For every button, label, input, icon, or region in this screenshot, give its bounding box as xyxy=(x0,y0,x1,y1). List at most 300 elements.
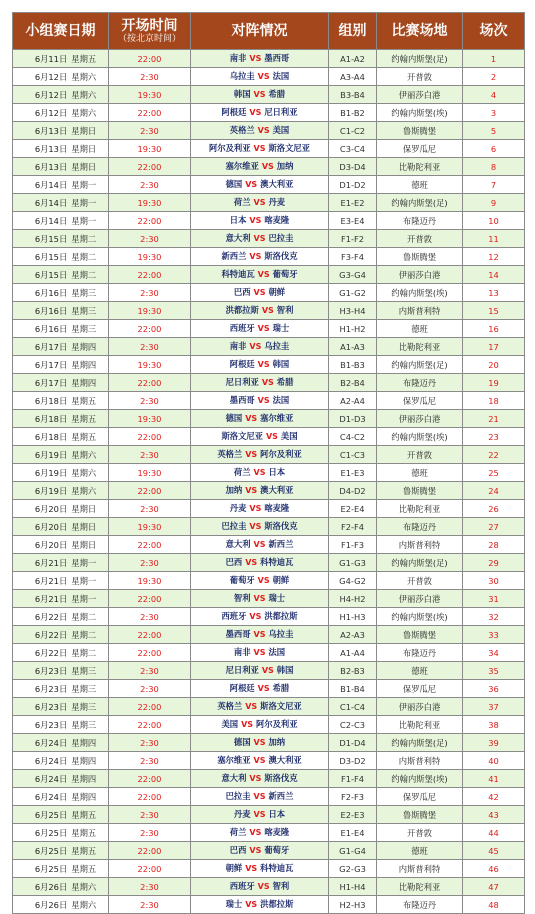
vs-label: VS xyxy=(257,324,270,333)
cell-time: 2:30 xyxy=(109,878,191,896)
date-text: 6月13日 xyxy=(34,143,68,154)
cell-num: 21 xyxy=(463,410,525,428)
table-row xyxy=(13,752,525,770)
weekday-text: 星期三 xyxy=(71,719,97,730)
cell-num: 41 xyxy=(463,770,525,788)
date-text: 6月18日 xyxy=(34,413,68,424)
vs-label: VS xyxy=(257,684,270,693)
home-team: 新西兰 xyxy=(221,251,247,261)
date-text: 6月22日 xyxy=(34,629,68,640)
cell-group: G4-G2 xyxy=(329,572,377,590)
table-row xyxy=(13,284,525,302)
cell-date xyxy=(13,356,109,374)
away-team: 尼日利亚 xyxy=(264,107,298,117)
cell-num: 40 xyxy=(463,752,525,770)
weekday-text: 星期三 xyxy=(71,323,97,334)
weekday-text: 星期三 xyxy=(71,287,97,298)
home-team: 英格兰 xyxy=(229,125,255,135)
home-team: 尼日利亚 xyxy=(225,665,259,675)
home-team: 荷兰 xyxy=(233,197,251,207)
weekday-text: 星期日 xyxy=(71,125,97,136)
home-team: 朝鲜 xyxy=(225,863,243,873)
cell-venue: 布隆迈丹 xyxy=(377,374,463,392)
away-team: 喀麦隆 xyxy=(264,215,290,225)
vs-label: VS xyxy=(249,342,262,351)
vs-label: VS xyxy=(257,270,270,279)
home-team: 斯洛文尼亚 xyxy=(221,431,263,441)
cell-match xyxy=(191,698,329,716)
cell-venue: 伊丽莎白港 xyxy=(377,86,463,104)
cell-time: 2:30 xyxy=(109,230,191,248)
away-team: 韩国 xyxy=(276,665,294,675)
date-text: 6月18日 xyxy=(34,395,68,406)
table-row xyxy=(13,140,525,158)
cell-date xyxy=(13,896,109,914)
cell-num: 43 xyxy=(463,806,525,824)
cell-num: 14 xyxy=(463,266,525,284)
cell-match xyxy=(191,896,329,914)
away-team: 希腊 xyxy=(268,89,286,99)
cell-num: 38 xyxy=(463,716,525,734)
weekday-text: 星期二 xyxy=(71,647,97,658)
cell-time: 19:30 xyxy=(109,86,191,104)
cell-group: B1-B3 xyxy=(329,356,377,374)
cell-match xyxy=(191,194,329,212)
home-team: 丹麦 xyxy=(233,809,251,819)
cell-group: C4-C2 xyxy=(329,428,377,446)
table-row xyxy=(13,698,525,716)
cell-match xyxy=(191,392,329,410)
cell-time: 2:30 xyxy=(109,680,191,698)
cell-time: 2:30 xyxy=(109,806,191,824)
cell-match xyxy=(191,176,329,194)
cell-time: 2:30 xyxy=(109,284,191,302)
cell-match xyxy=(191,410,329,428)
date-text: 6月26日 xyxy=(34,881,68,892)
date-text: 6月20日 xyxy=(34,503,68,514)
cell-date xyxy=(13,194,109,212)
cell-date xyxy=(13,680,109,698)
cell-group: H1-H2 xyxy=(329,320,377,338)
vs-label: VS xyxy=(245,486,258,495)
weekday-text: 星期一 xyxy=(71,557,97,568)
cell-date xyxy=(13,446,109,464)
date-text: 6月17日 xyxy=(34,359,68,370)
cell-date xyxy=(13,500,109,518)
away-team: 韩国 xyxy=(272,359,290,369)
cell-time: 22:00 xyxy=(109,428,191,446)
cell-date xyxy=(13,860,109,878)
table-row xyxy=(13,68,525,86)
date-text: 6月21日 xyxy=(34,557,68,568)
date-text: 6月17日 xyxy=(34,377,68,388)
table-row xyxy=(13,374,525,392)
home-team: 科特迪瓦 xyxy=(221,269,255,279)
cell-venue: 鲁斯腾堡 xyxy=(377,806,463,824)
cell-match xyxy=(191,734,329,752)
cell-group: F1-F3 xyxy=(329,536,377,554)
cell-num: 42 xyxy=(463,788,525,806)
vs-label: VS xyxy=(257,126,270,135)
table-row xyxy=(13,770,525,788)
cell-venue: 德班 xyxy=(377,176,463,194)
vs-label: VS xyxy=(253,144,266,153)
table-row xyxy=(13,716,525,734)
cell-group: F1-F4 xyxy=(329,770,377,788)
date-text: 6月24日 xyxy=(34,755,68,766)
cell-time: 22:00 xyxy=(109,158,191,176)
table-row xyxy=(13,896,525,914)
table-row xyxy=(13,104,525,122)
weekday-text: 星期五 xyxy=(71,845,97,856)
table-row xyxy=(13,320,525,338)
cell-time: 22:00 xyxy=(109,50,191,68)
home-team: 葡萄牙 xyxy=(229,575,255,585)
cell-group: F2-F3 xyxy=(329,788,377,806)
home-team: 塞尔维亚 xyxy=(225,161,259,171)
header-time-sub: （按北京时间） xyxy=(117,33,181,44)
home-team: 南非 xyxy=(229,341,247,351)
cell-date xyxy=(13,104,109,122)
cell-num: 11 xyxy=(463,230,525,248)
cell-num: 39 xyxy=(463,734,525,752)
away-team: 喀麦隆 xyxy=(264,827,290,837)
cell-num: 35 xyxy=(463,662,525,680)
vs-label: VS xyxy=(261,378,274,387)
cell-date xyxy=(13,536,109,554)
cell-group: E1-E3 xyxy=(329,464,377,482)
cell-group: F3-F4 xyxy=(329,248,377,266)
cell-match xyxy=(191,356,329,374)
cell-time: 22:00 xyxy=(109,698,191,716)
away-team: 阿尔及利亚 xyxy=(260,449,302,459)
cell-match xyxy=(191,518,329,536)
cell-time: 22:00 xyxy=(109,788,191,806)
weekday-text: 星期二 xyxy=(71,251,97,262)
table-row xyxy=(13,410,525,428)
cell-date xyxy=(13,158,109,176)
date-text: 6月14日 xyxy=(34,197,68,208)
date-text: 6月22日 xyxy=(34,611,68,622)
table-row xyxy=(13,734,525,752)
date-text: 6月23日 xyxy=(34,683,68,694)
cell-num: 22 xyxy=(463,446,525,464)
header-row xyxy=(13,13,525,50)
cell-num: 5 xyxy=(463,122,525,140)
cell-venue: 德班 xyxy=(377,320,463,338)
cell-venue: 鲁斯腾堡 xyxy=(377,482,463,500)
cell-num: 29 xyxy=(463,554,525,572)
cell-num: 8 xyxy=(463,158,525,176)
away-team: 加纳 xyxy=(276,161,294,171)
home-team: 英格兰 xyxy=(217,449,243,459)
date-text: 6月24日 xyxy=(34,773,68,784)
date-text: 6月21日 xyxy=(34,575,68,586)
home-team: 日本 xyxy=(229,215,247,225)
cell-venue: 布隆迈丹 xyxy=(377,212,463,230)
home-team: 英格兰 xyxy=(217,701,243,711)
cell-group: A2-A4 xyxy=(329,392,377,410)
date-text: 6月24日 xyxy=(34,737,68,748)
cell-venue: 约翰内斯堡(足) xyxy=(377,356,463,374)
table-row xyxy=(13,176,525,194)
cell-date xyxy=(13,212,109,230)
cell-num: 2 xyxy=(463,68,525,86)
table-row xyxy=(13,482,525,500)
weekday-text: 星期五 xyxy=(71,395,97,406)
cell-venue: 保罗瓜尼 xyxy=(377,140,463,158)
cell-num: 24 xyxy=(463,482,525,500)
weekday-text: 星期三 xyxy=(71,305,97,316)
weekday-text: 星期四 xyxy=(71,773,97,784)
cell-num: 46 xyxy=(463,860,525,878)
cell-time: 22:00 xyxy=(109,590,191,608)
cell-group: D1-D2 xyxy=(329,176,377,194)
cell-group: C1-C4 xyxy=(329,698,377,716)
cell-date xyxy=(13,788,109,806)
cell-group: B2-B4 xyxy=(329,374,377,392)
vs-label: VS xyxy=(249,846,262,855)
cell-date xyxy=(13,266,109,284)
table-row xyxy=(13,212,525,230)
cell-match xyxy=(191,374,329,392)
weekday-text: 星期日 xyxy=(71,503,97,514)
vs-label: VS xyxy=(257,360,270,369)
cell-match xyxy=(191,770,329,788)
cell-num: 48 xyxy=(463,896,525,914)
weekday-text: 星期一 xyxy=(71,179,97,190)
cell-venue: 约翰内斯堡(埃) xyxy=(377,284,463,302)
date-text: 6月12日 xyxy=(34,107,68,118)
cell-group: G1-G4 xyxy=(329,842,377,860)
cell-date xyxy=(13,878,109,896)
cell-time: 19:30 xyxy=(109,410,191,428)
table-row xyxy=(13,842,525,860)
cell-date xyxy=(13,608,109,626)
away-team: 澳大利亚 xyxy=(260,485,294,495)
date-text: 6月19日 xyxy=(34,467,68,478)
date-text: 6月13日 xyxy=(34,161,68,172)
cell-date xyxy=(13,716,109,734)
cell-match xyxy=(191,662,329,680)
away-team: 斯洛文尼亚 xyxy=(268,143,310,153)
home-team: 尼日利亚 xyxy=(225,377,259,387)
date-text: 6月12日 xyxy=(34,71,68,82)
header-time-label: 开场时间 xyxy=(121,17,178,34)
away-team: 智利 xyxy=(272,881,290,891)
cell-num: 20 xyxy=(463,356,525,374)
cell-time: 22:00 xyxy=(109,374,191,392)
home-team: 瑞士 xyxy=(225,899,243,909)
weekday-text: 星期五 xyxy=(71,431,97,442)
home-team: 巴西 xyxy=(229,845,247,855)
cell-match xyxy=(191,842,329,860)
cell-group: E2-E3 xyxy=(329,806,377,824)
cell-num: 4 xyxy=(463,86,525,104)
away-team: 日本 xyxy=(268,809,286,819)
cell-match xyxy=(191,860,329,878)
cell-match xyxy=(191,248,329,266)
cell-venue: 比勒陀利亚 xyxy=(377,338,463,356)
date-text: 6月17日 xyxy=(34,341,68,352)
cell-time: 22:00 xyxy=(109,716,191,734)
away-team: 墨西哥 xyxy=(264,53,290,63)
table-row xyxy=(13,392,525,410)
cell-group: D3-D2 xyxy=(329,752,377,770)
cell-match xyxy=(191,122,329,140)
vs-label: VS xyxy=(249,504,262,513)
cell-venue: 开普敦 xyxy=(377,446,463,464)
cell-group: C2-C3 xyxy=(329,716,377,734)
vs-label: VS xyxy=(261,306,274,315)
table-row xyxy=(13,248,525,266)
vs-label: VS xyxy=(249,252,262,261)
cell-num: 23 xyxy=(463,428,525,446)
vs-label: VS xyxy=(253,594,266,603)
header-date: 小组赛日期 xyxy=(13,13,109,50)
cell-venue: 伊丽莎白港 xyxy=(377,410,463,428)
vs-label: VS xyxy=(253,90,266,99)
cell-group: D3-D4 xyxy=(329,158,377,176)
cell-date xyxy=(13,140,109,158)
table-row xyxy=(13,554,525,572)
away-team: 澳大利亚 xyxy=(260,179,294,189)
cell-group: H2-H3 xyxy=(329,896,377,914)
cell-time: 2:30 xyxy=(109,392,191,410)
date-text: 6月15日 xyxy=(34,233,68,244)
table-row xyxy=(13,644,525,662)
table-row xyxy=(13,338,525,356)
cell-match xyxy=(191,554,329,572)
cell-match xyxy=(191,878,329,896)
cell-time: 2:30 xyxy=(109,734,191,752)
cell-group: H3-H4 xyxy=(329,302,377,320)
home-team: 巴拉圭 xyxy=(225,791,251,801)
cell-date xyxy=(13,842,109,860)
cell-time: 22:00 xyxy=(109,320,191,338)
cell-group: E3-E4 xyxy=(329,212,377,230)
cell-date xyxy=(13,698,109,716)
home-team: 西班牙 xyxy=(229,881,255,891)
date-text: 6月14日 xyxy=(34,215,68,226)
weekday-text: 星期五 xyxy=(71,413,97,424)
date-text: 6月11日 xyxy=(34,53,68,64)
away-team: 乌拉圭 xyxy=(264,341,290,351)
vs-label: VS xyxy=(245,900,258,909)
date-text: 6月14日 xyxy=(34,179,68,190)
cell-group: E1-E2 xyxy=(329,194,377,212)
cell-time: 22:00 xyxy=(109,626,191,644)
header-group: 组别 xyxy=(329,13,377,50)
cell-group: G1-G3 xyxy=(329,554,377,572)
cell-match xyxy=(191,752,329,770)
cell-date xyxy=(13,122,109,140)
home-team: 南非 xyxy=(233,647,251,657)
cell-date xyxy=(13,554,109,572)
cell-date xyxy=(13,644,109,662)
home-team: 德国 xyxy=(225,179,243,189)
home-team: 乌拉圭 xyxy=(229,71,255,81)
vs-label: VS xyxy=(253,198,266,207)
vs-label: VS xyxy=(249,108,262,117)
weekday-text: 星期日 xyxy=(71,539,97,550)
cell-match xyxy=(191,86,329,104)
cell-date xyxy=(13,806,109,824)
away-team: 丹麦 xyxy=(268,197,286,207)
cell-time: 22:00 xyxy=(109,842,191,860)
cell-match xyxy=(191,302,329,320)
vs-label: VS xyxy=(249,828,262,837)
table-row xyxy=(13,590,525,608)
away-team: 法国 xyxy=(268,647,286,657)
table-row xyxy=(13,428,525,446)
date-text: 6月16日 xyxy=(34,305,68,316)
away-team: 朝鲜 xyxy=(272,575,290,585)
cell-match xyxy=(191,788,329,806)
weekday-text: 星期四 xyxy=(71,755,97,766)
vs-label: VS xyxy=(249,774,262,783)
away-team: 葡萄牙 xyxy=(264,845,290,855)
cell-venue: 约翰内斯堡(足) xyxy=(377,194,463,212)
date-text: 6月19日 xyxy=(34,449,68,460)
cell-date xyxy=(13,176,109,194)
weekday-text: 星期日 xyxy=(71,521,97,532)
vs-label: VS xyxy=(245,180,258,189)
home-team: 塞尔维亚 xyxy=(217,755,251,765)
cell-group: A1-A3 xyxy=(329,338,377,356)
cell-time: 2:30 xyxy=(109,500,191,518)
weekday-text: 星期五 xyxy=(71,809,97,820)
weekday-text: 星期五 xyxy=(71,827,97,838)
cell-num: 27 xyxy=(463,518,525,536)
cell-match xyxy=(191,680,329,698)
home-team: 加纳 xyxy=(225,485,243,495)
cell-venue: 约翰内斯堡(足) xyxy=(377,554,463,572)
vs-label: VS xyxy=(249,54,262,63)
cell-match xyxy=(191,266,329,284)
table-row xyxy=(13,788,525,806)
date-text: 6月23日 xyxy=(34,719,68,730)
vs-label: VS xyxy=(249,216,262,225)
cell-date xyxy=(13,338,109,356)
weekday-text: 星期四 xyxy=(71,791,97,802)
weekday-text: 星期二 xyxy=(71,269,97,280)
vs-label: VS xyxy=(253,234,266,243)
vs-label: VS xyxy=(253,288,266,297)
date-text: 6月22日 xyxy=(34,647,68,658)
cell-venue: 约翰内斯堡(埃) xyxy=(377,104,463,122)
table-row xyxy=(13,860,525,878)
away-team: 葡萄牙 xyxy=(272,269,298,279)
weekday-text: 星期一 xyxy=(71,215,97,226)
home-team: 巴拉圭 xyxy=(221,521,247,531)
weekday-text: 星期四 xyxy=(71,341,97,352)
cell-date xyxy=(13,50,109,68)
table-row xyxy=(13,500,525,518)
away-team: 希腊 xyxy=(276,377,294,387)
cell-time: 22:00 xyxy=(109,536,191,554)
cell-venue: 比勒陀利亚 xyxy=(377,716,463,734)
vs-label: VS xyxy=(241,720,254,729)
vs-label: VS xyxy=(253,648,266,657)
cell-num: 26 xyxy=(463,500,525,518)
cell-time: 2:30 xyxy=(109,824,191,842)
cell-match xyxy=(191,464,329,482)
header-match: 对阵情况 xyxy=(191,13,329,50)
cell-match xyxy=(191,284,329,302)
weekday-text: 星期六 xyxy=(71,89,97,100)
cell-num: 32 xyxy=(463,608,525,626)
